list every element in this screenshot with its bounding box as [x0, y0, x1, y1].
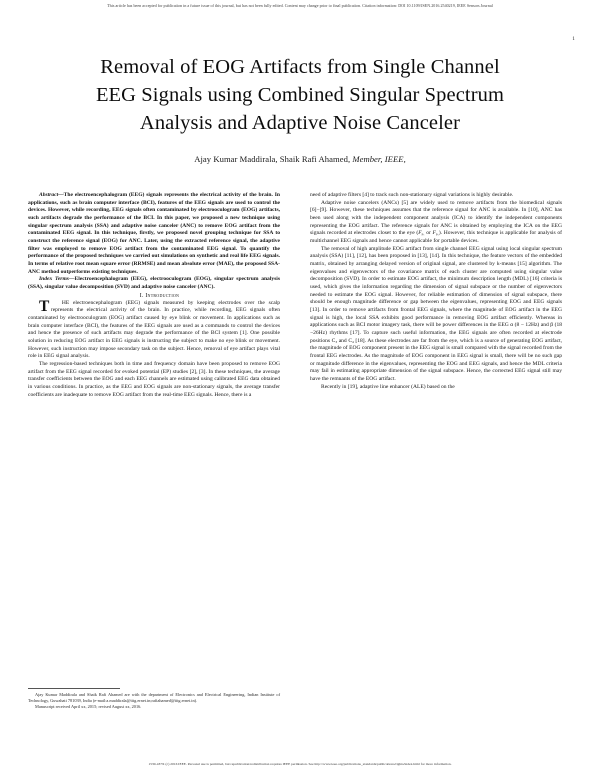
- math-subscript-p1: p₁: [421, 232, 425, 237]
- right-paragraph-3-part-c: [18]. As these electrodes are far from the eye, which is a source of generating EOG artifact, the magnitude of EOG component present in the EEG signal is small compared with the signal recorded from the frontal EEG electrodes. As the magnitude of EOG component in EEG signal is small, there will be no such gap or magnitude difference in the eigenvalues, representing the EOG and EEG signals, and hence the MDL criteria may fail in estimating appropriate dimension of the signal subspace. Hence, the corrected EEG signal still may have the remnants of the EOG artifact.: [310, 337, 563, 383]
- right-paragraph-2-part-c: ). However, this technique is applicable for analysis of multichannel EEG signals and hence cannot applicable for portable devices.: [310, 230, 562, 245]
- author-list: [38, 154, 562, 164]
- author-names: Ajay Kumar Maddirala, Shaik Rafi Ahamed,: [194, 153, 351, 164]
- abstract-label: Abstract—: [39, 192, 64, 198]
- right-paragraph-3-part-a: The removal of high amplitude EOG artifact from single channel EEG signal using local singular spectrum analysis (SSA) [11], [12], has been proposed in [13], [14]. In this technique, the feature vectors of the embedded matrix, obtained by arranging delayed version of original signal, are clustered by k-means [15] algorithm. The eigenvalues and eigenvectors of the covariance matrix of each cluster are computed using singular value decomposition (SVD). In order to estimate EOG artifact, the minimum description length (MDL) [16] criteria is used, which gives the information regarding the dimension of signal subspace or the number of eigenvectors needed to estimate the EOG signal. However, for reliable estimation of dimension of signal subspace, there should be enough magnitude difference or gap between the eigenvalues, representing EOG and EEG signals [13]. In order to remove artifacts from frontal EEG signals, where the magnitude of EOG artifact in the EEG signal is high, the local SSA exhibits good performance in removing EOG artifact efficiently. Whereas in applications such as BCI motor imagery task, there will be power differences in the EEG α (8 − 12Hz) and β (18 −26Hz) rhythms [17]. To capture such useful information, the EEG signals are often recorded at electrode positions C: [310, 245, 562, 344]
- section-heading-introduction: I. Introduction: [139, 292, 180, 299]
- right-paragraph-3: [310, 246, 562, 384]
- intro-paragraph-1-text: HE electroencephalogram (EEG) signals measured by keeping electrodes over the scalp represents the electrical activity of the brain. In practice, while recording, EEG signals often contaminated by electrooculogram (EOG) artifact caused by eye blink or movement. In applications such as brain computer interface (BCI), the features of the EEG signals are used as a commands to control the devices and hence the presence of such artifacts may degrade the performance of the BCI system [1]. One possible solution in reducing EOG artifact in EEG signals is instructing the subject to make no eye blink or movement. However, such instruction may impose secondary task on the subject. Hence, removal of eye artifact plays vital role in EEG signal analysis.: [28, 299, 280, 360]
- index-terms-label: Index Terms—: [39, 276, 75, 283]
- math-symbol-fp1: F: [418, 230, 422, 237]
- index-terms-text: Electroencephalogram (EEG), electrooculogram (EOG), singular spectrum analysis (SSA), singular value decomposition (SVD) and adaptive noise canceler (ANC).: [28, 276, 280, 291]
- right-paragraph-4: Recently in [19], adaptive line enhancer (ALE) based on the: [321, 383, 455, 390]
- right-paragraph-1: need of adaptive filters [4] to track such non-stationary signal variations is highly desirable.: [310, 192, 514, 198]
- footnote-manuscript-dates: Manuscript received April xx, 2015; revised August xx, 2016.: [35, 704, 142, 710]
- abstract-paragraph: [28, 192, 280, 276]
- math-subscript-p2: p₂: [435, 232, 439, 237]
- math-symbol-fp2: F: [432, 230, 436, 237]
- column-right: [310, 192, 562, 391]
- intro-paragraph-1: [28, 297, 280, 361]
- title-line-2: EEG Signals using Combined Singular Spectrum: [95, 83, 505, 106]
- page-number: 1: [572, 36, 575, 42]
- prepublication-banner: This article has been accepted for publication in a future issue of this journal, but has not been fully edited. Content may change prior to final publication. Citation information: DOI 10.1109/JSEN.2016.2540219, IEEE Sensors Journal: [107, 3, 493, 8]
- electrode-subscript-c4: 4: [352, 339, 354, 344]
- footnote-block: [28, 692, 280, 710]
- right-paragraph-3-part-b: and C: [337, 337, 353, 344]
- drop-cap: T: [39, 297, 50, 315]
- footnote-affiliation: Ajay Kumar Maddirala and Shaik Rafi Ahamed are with the department of Electronics and Electrical Engineering, Indian Institute of Technology, Guwahati 781039, India (e-mail:a.maddirala@iitg.ernet.in;rafiahamed@iitg.ernet.in).: [28, 692, 280, 704]
- copyright-footer: 1530-437X (c) 2016 IEEE. Personal use is permitted, but republication/redistribution requires IEEE permission. See http://www.ieee.org/publications_standards/publications/rights/index.html for more information.: [148, 762, 452, 767]
- column-left: [28, 192, 280, 710]
- author-membership: Member, IEEE,: [352, 153, 406, 164]
- body-columns: [28, 192, 573, 737]
- intro-paragraph-2: The regression-based techniques both in time and frequency domain have been proposed to remove EOG artifact from the EEG signal recorded for evoked potential (EP) studies [2], [3]. In these techniques, the average transfer coefficients between the EOG and each EEG channels are estimated using calibrated EEG data obtained in various conditions. In practice, as the EEG and EOG signals are non-stationary signals, the average transfer coefficients are inadequate to remove EOG artifact from the real-time EEG signals. Hence, there is a: [28, 361, 280, 398]
- electrode-subscript-c3: 3: [335, 339, 338, 344]
- abstract-text: The electroencephalogram (EEG) signals represents the electrical activity of the brain. In applications, such as brain computer interface (BCI), features of the EEG signals are used to control the devices. However, while recording, EEG signals often contaminated by electrooculogram (EOG) artifacts, such artifacts degrade the performance of the BCI. In this paper, we proposed a new technique using singular spectrum analysis (SSA) and adaptive noise canceler (ANC) to remove EOG artifact from the contaminated EEG signal. In this technique, firstly, we proposed novel grouping technique for SSA to construct the reference signal (EOG) for ANC. Later, using the extracted reference signal, the adaptive filter was employed to remove EOG artifact from the contaminated EEG signal. To quantify the performance of the proposed techniques we carried out simulations on synthetic and real life EEG signals. In terms of relative root mean square error (RRMSE) and mean absolute error (MAE), the proposed SSA-ANC method outperforms existing techniques.: [28, 192, 280, 275]
- right-paragraph-2: [310, 200, 562, 246]
- footnote-divider: [28, 688, 120, 689]
- title-line-3: Analysis and Adaptive Noise Canceler: [139, 111, 461, 134]
- index-terms-paragraph: [28, 276, 280, 291]
- page-title: [38, 54, 562, 138]
- title-block: [38, 54, 562, 164]
- right-paragraph-2-part-b: or: [424, 230, 433, 237]
- right-paragraph-2-part-a: Adaptive noise cancelers (ANCs) [5] are widely used to remove artifacts from the biomedical signals [6]−[9]. However, these techniques assumes that the reference signal for ANC is available. In [10], ANC has been used along with the independent component analysis (ICA) to identify the independent components representing the EOG artifact. The reference signals for ANC is obtained by employing the ICA on the EEG signals recorded at electrodes closet to the eye (: [310, 199, 562, 237]
- title-line-1: Removal of EOG Artifacts from Single Channel: [100, 56, 500, 78]
